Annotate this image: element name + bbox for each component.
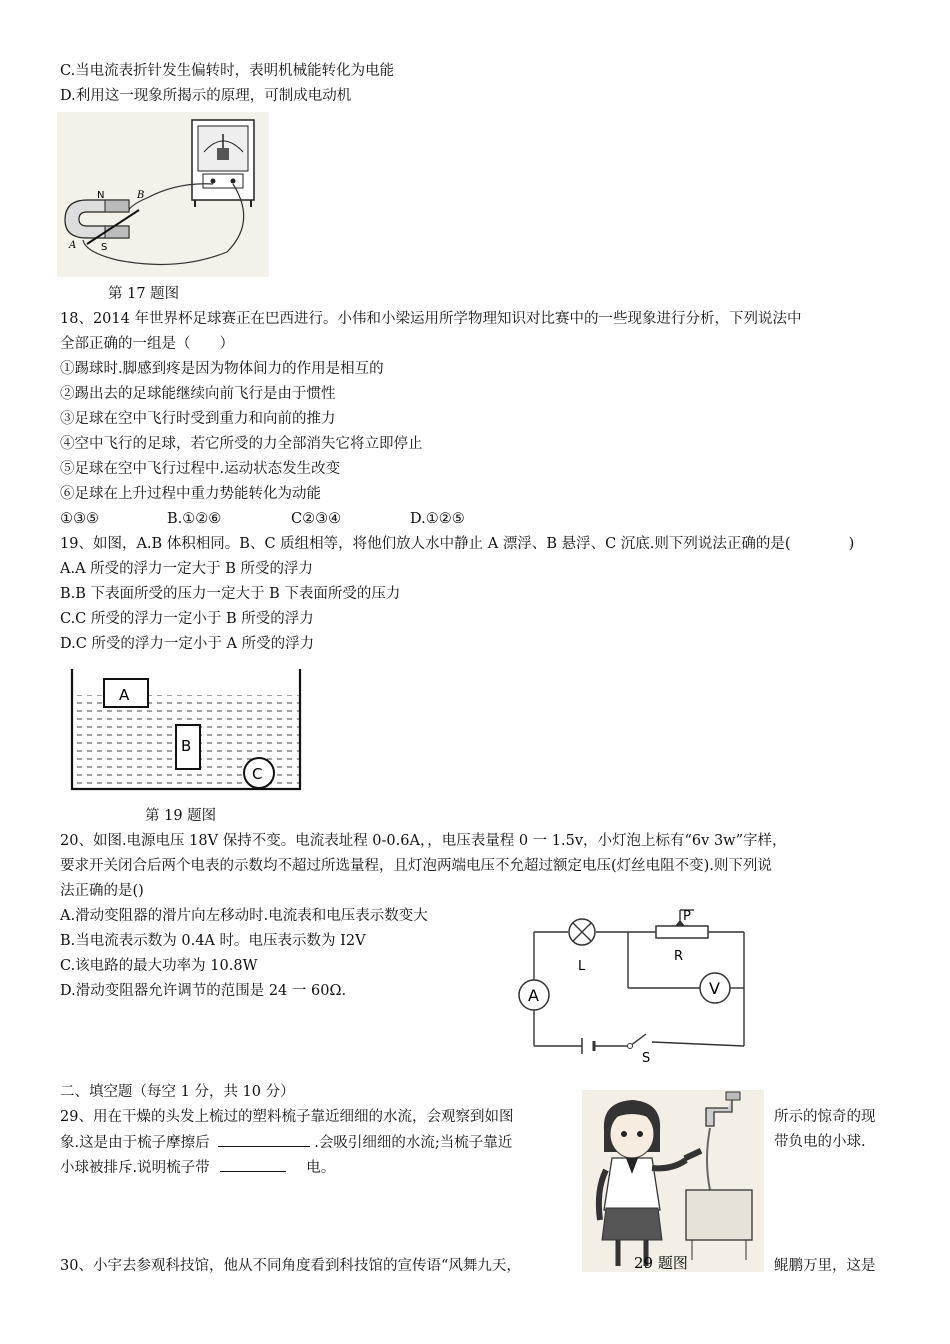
block-a-label: A <box>119 686 130 704</box>
q18-item-5: ⑤足球在空中飞行过程中.运动状态发生改变 <box>60 461 341 477</box>
voltmeter-label: V <box>709 979 720 998</box>
q18-choice-b: B.①②⑥ <box>167 511 222 527</box>
q18-choice-c: C②③④ <box>291 511 342 527</box>
q29-line2-a: 象.这是由于梳子摩擦后 <box>60 1135 210 1151</box>
conductor-a-label: A <box>69 240 77 251</box>
q30-right: 鲲鹏万里，这是 <box>774 1258 876 1274</box>
q19-stem: 19、如图，A.B 体积相同。B、C 质组相等，将他们放人水中静止 A 漂浮、B 悬浮、C 沉底.则下列说法正确的是( ) <box>60 536 855 552</box>
magnet-n-label: N <box>97 190 105 201</box>
q19-caption: 第 19 题图 <box>145 808 217 824</box>
ammeter-label: A <box>528 986 539 1005</box>
q29-line3-b: 电。 <box>306 1160 336 1176</box>
q29-line2-b: .会吸引细细的水流;当梳子靠近 <box>314 1135 513 1151</box>
section-heading: 二、填空题（每空 1 分，共 10 分） <box>60 1084 295 1100</box>
q18-choice-a: ①③⑤ <box>60 511 99 527</box>
q17-option-d: D.利用这一现象所揭示的原理，可制成电动机 <box>60 88 352 104</box>
q20-stem-line3: 法正确的是() <box>60 883 144 899</box>
q19-option-d: D.C 所受的浮力一定小于 A 所受的浮力 <box>60 636 315 652</box>
lamp-l-label: L <box>578 959 586 974</box>
girl-comb-water-illustration <box>582 1090 764 1272</box>
q29-figure <box>582 1090 764 1272</box>
circuit-diagram <box>518 906 750 1064</box>
galvanometer-circuit-diagram <box>57 112 269 277</box>
q20-circuit-figure <box>518 906 750 1064</box>
q18-item-2: ②踢出去的足球能继续向前飞行是由于惯性 <box>60 386 336 402</box>
q18-stem-line1: 18、2014 年世界杯足球赛正在巴西进行。小伟和小梁运用所学物理知识对比赛中的一些现象进行分析，下列说法中 <box>60 311 802 327</box>
q29-line3-a: 小球被排斥.说明梳子带 <box>60 1160 210 1176</box>
q30-left: 30、小宇去参观科技馆，他从不同角度看到科技馆的宣传语“风舞九天， <box>60 1258 521 1274</box>
block-b-label: B <box>181 737 192 755</box>
q20-stem-line2: 要求开关闭合后两个电表的示数均不超过所选量程，且灯泡两端电压不允超过额定电压(灯丝电阻不变).则下列说 <box>60 858 772 874</box>
q20-option-d: D.滑动变阻器允许调节的范围是 24 一 60Ω. <box>60 983 347 999</box>
q18-item-3: ③足球在空中飞行时受到重力和向前的推力 <box>60 411 336 427</box>
q18-item-6: ⑥足球在上升过程中重力势能转化为动能 <box>60 486 321 502</box>
magnet-s-label: S <box>101 242 108 253</box>
q29-answer-blank-1[interactable] <box>218 1132 310 1147</box>
q19-option-a: A.A 所受的浮力一定大于 B 所受的浮力 <box>60 561 314 577</box>
q29-answer-blank-2[interactable] <box>220 1157 286 1172</box>
q19-figure <box>66 667 306 797</box>
q18-item-4: ④空中飞行的足球，若它所受的力全部消失它将立即停止 <box>60 436 423 452</box>
q29-line1-left: 29、用在干燥的头发上梳过的塑料梳子靠近细细的水流，会观察到如图 <box>60 1109 514 1125</box>
q29-line3 <box>60 1157 335 1178</box>
q18-choice-d: D.①②⑤ <box>410 511 465 527</box>
switch-s-label: S <box>642 1051 651 1064</box>
q20-option-b: B.当电流表示数为 0.4A 时。电压表示数为 I2V <box>60 933 366 949</box>
q29-line2-right: 带负电的小球. <box>774 1134 866 1150</box>
q17-figure <box>57 112 269 277</box>
q29-figure-caption: 29 题图 <box>634 1254 688 1272</box>
rheostat-r-label: R <box>674 949 684 964</box>
q17-caption: 第 17 题图 <box>108 286 180 302</box>
slider-p-label: P <box>683 909 691 924</box>
ball-c-label: C <box>252 765 263 783</box>
q20-stem-line1: 20、如图.电源电压 18V 保持不变。电流表址程 0-0.6A，，电压表量程 0 一 1.5v，小灯泡上标有“6v 3w”字样， <box>60 833 787 849</box>
q20-option-c: C.该电路的最大功率为 10.8W <box>60 958 258 974</box>
q29-line1-right: 所示的惊奇的现 <box>774 1109 876 1125</box>
q20-option-a: A.滑动变阻器的滑片向左移动时.电流表和电压表示数变大 <box>60 908 428 924</box>
conductor-b-label: B <box>137 190 145 201</box>
buoyancy-container-diagram <box>66 667 306 797</box>
q18-stem-line2: 全部正确的一组是（ ） <box>60 336 234 352</box>
q29-line2 <box>60 1132 512 1153</box>
q19-option-c: C.C 所受的浮力一定小于 B 所受的浮力 <box>60 611 314 627</box>
q17-option-c: C.当电流表折针发生偏转时，表明机械能转化为电能 <box>60 63 395 79</box>
q18-item-1: ①踢球时.脚感到疼是因为物体间力的作用是相互的 <box>60 361 384 377</box>
q19-option-b: B.B 下表面所受的压力一定大于 B 下表面所受的压力 <box>60 586 401 602</box>
